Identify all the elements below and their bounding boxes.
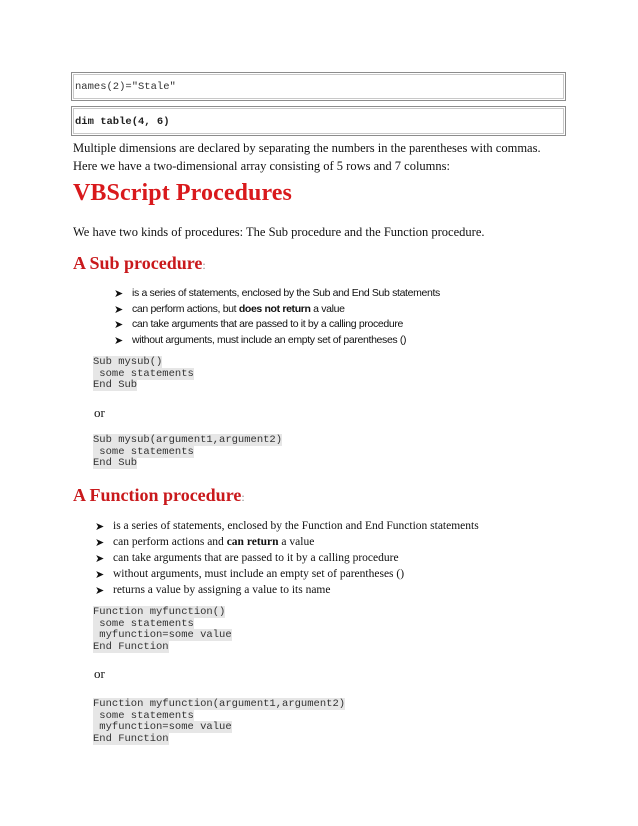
heading-function-procedure-text: A Function procedure: [73, 485, 242, 505]
code-block-function: [93, 607, 232, 653]
code-box-names: [71, 72, 566, 101]
code-line: Sub mysub(): [93, 356, 163, 368]
code-block-function-with-args: [93, 699, 345, 745]
code-line: some statements: [93, 617, 194, 630]
code-line: End Function: [93, 640, 169, 653]
or-label: or: [94, 666, 105, 681]
code-line: myfunction=some value: [93, 629, 232, 641]
arrowhead-bullet-icon: ➤: [114, 303, 123, 316]
procedures-intro: We have two kinds of procedures: The Sub procedure and the Function procedure.: [73, 225, 485, 239]
code-line: Function myfunction(argument1,argument2): [93, 698, 346, 710]
code-line: some statements: [93, 709, 194, 722]
section-title-vbscript-procedures: VBScript Procedures: [73, 180, 292, 206]
code-line: End Sub: [93, 457, 138, 469]
code-line: Sub mysub(argument1,argument2): [93, 434, 283, 446]
bullet-text: is a series of statements, enclosed by the Function and End Function statements: [113, 520, 479, 532]
dimensions-line-2: Here we have a two-dimensional array consisting of 5 rows and 7 columns:: [73, 159, 450, 173]
heading-colon: :: [241, 490, 245, 504]
arrowhead-bullet-icon: ➤: [95, 521, 105, 533]
heading-colon: :: [202, 258, 206, 272]
arrowhead-bullet-icon: ➤: [95, 553, 105, 565]
code-text: names(2)="Stale": [75, 81, 176, 93]
arrowhead-bullet-icon: ➤: [114, 319, 123, 331]
arrowhead-bullet-icon: ➤: [114, 334, 123, 347]
bullet-text: can take arguments that are passed to it by a calling procedure: [132, 318, 403, 330]
code-line: some statements: [93, 367, 194, 380]
heading-sub-procedure: [73, 253, 206, 274]
heading-function-procedure: [73, 485, 245, 506]
heading-sub-procedure-text: A Sub procedure: [73, 253, 203, 273]
bullet-text: can take arguments that are passed to it by a calling procedure: [113, 552, 399, 564]
bullet-text: returns a value by assigning a value to its name: [113, 584, 331, 596]
arrowhead-bullet-icon: ➤: [95, 569, 105, 581]
code-line: Function myfunction(): [93, 606, 226, 618]
code-text: dim table(4, 6): [75, 116, 170, 128]
arrowhead-bullet-icon: ➤: [95, 537, 105, 549]
code-box-dim-table: [71, 106, 566, 136]
dimensions-line-1: Multiple dimensions are declared by separating the numbers in the parentheses with commas.: [73, 141, 541, 155]
arrowhead-bullet-icon: ➤: [95, 585, 105, 597]
bullet-text: is a series of statements, enclosed by the Sub and End Sub statements: [132, 287, 440, 299]
arrowhead-bullet-icon: ➤: [114, 288, 123, 300]
code-line: some statements: [93, 445, 194, 458]
bullet-text: without arguments, must include an empty set of parentheses (): [132, 333, 407, 346]
or-label: or: [94, 405, 105, 420]
bullet-text: without arguments, must include an empty set of parentheses (): [113, 568, 405, 580]
code-block-sub-with-args: [93, 435, 282, 470]
code-line: End Function: [93, 732, 169, 745]
code-line: myfunction=some value: [93, 721, 232, 733]
bullet-text: can perform actions, but does not return a value: [132, 302, 345, 315]
bullet-text: can perform actions and can return a value: [113, 536, 315, 548]
code-line: End Sub: [93, 379, 138, 391]
code-block-sub: [93, 357, 194, 392]
